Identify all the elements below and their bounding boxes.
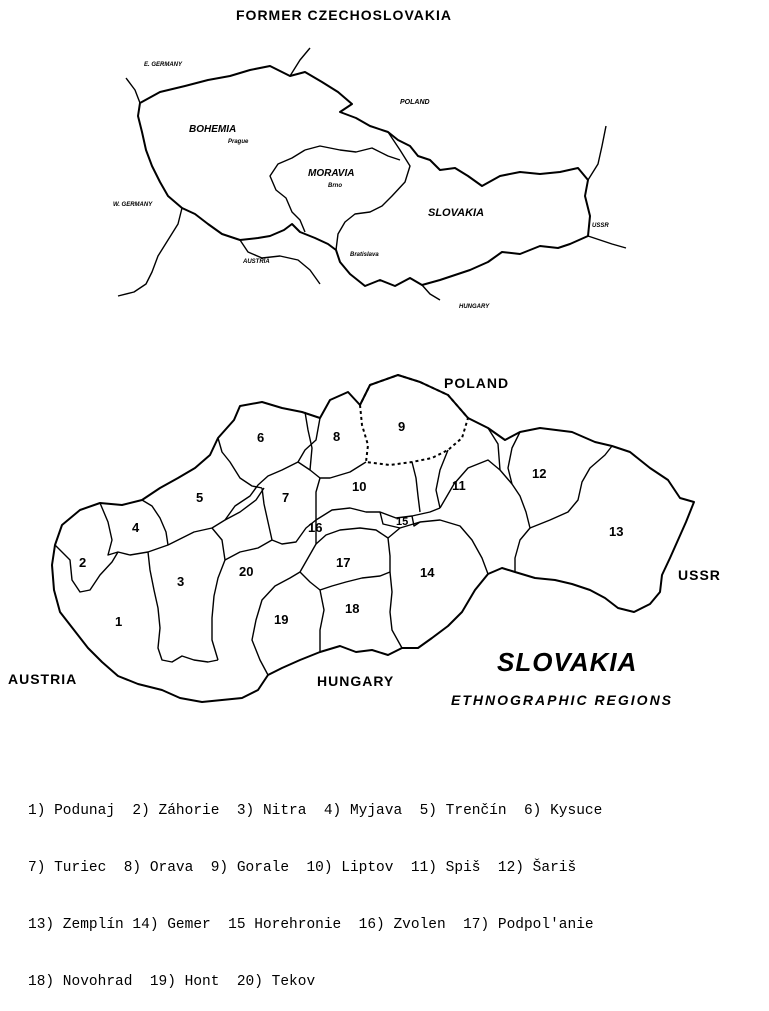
region-number: 20 xyxy=(239,564,254,579)
bohemia-label: BOHEMIA xyxy=(189,124,237,135)
e-germany-border xyxy=(126,78,140,103)
region-number: 5 xyxy=(196,490,204,505)
e-germany-label: E. GERMANY xyxy=(144,62,183,68)
region-number: 7 xyxy=(282,490,290,505)
legend-line: 1) Podunaj 2) Záhorie 3) Nitra 4) Myjava 5) Trenčín 6) Kysuce xyxy=(28,803,603,819)
austria-label: AUSTRIA xyxy=(243,259,270,265)
czechoslovakia-map xyxy=(113,7,626,310)
slovakia-title: SLOVAKIA xyxy=(497,647,638,677)
ussr-label: USSR xyxy=(592,223,609,229)
prague-label: Prague xyxy=(228,139,249,145)
bratislava-label: Bratislava xyxy=(350,252,379,258)
region-number: 16 xyxy=(308,520,323,535)
austria-label-bottom: AUSTRIA xyxy=(8,671,78,687)
region-number: 11 xyxy=(452,478,466,493)
czechoslovakia-title: FORMER CZECHOSLOVAKIA xyxy=(236,7,452,23)
region-boundaries xyxy=(55,412,612,675)
w-germany-border xyxy=(118,208,182,296)
poland-label: POLAND xyxy=(400,99,430,106)
region-number: 1 xyxy=(115,614,123,629)
region-number: 4 xyxy=(132,520,140,535)
poland-label-bottom: POLAND xyxy=(444,375,510,391)
ussr-border-south xyxy=(588,236,626,248)
region-number: 17 xyxy=(336,555,351,570)
region-number: 12 xyxy=(532,466,547,481)
legend-line: 18) Novohrad 19) Hont 20) Tekov xyxy=(28,974,316,990)
region-number: 9 xyxy=(398,419,406,434)
moravia-slovakia-boundary xyxy=(336,132,410,250)
region-number: 19 xyxy=(274,612,289,627)
ussr-label-bottom: USSR xyxy=(678,567,721,583)
slovakia-label: SLOVAKIA xyxy=(428,207,485,219)
region-number: 2 xyxy=(79,555,87,570)
hungary-label-bottom: HUNGARY xyxy=(317,673,395,689)
brno-label: Brno xyxy=(328,183,342,189)
region-number: 14 xyxy=(420,565,435,580)
moravia-outline xyxy=(305,146,400,160)
region-number: 3 xyxy=(177,574,185,589)
ethnographic-regions-subtitle: ETHNOGRAPHIC REGIONS xyxy=(451,692,674,708)
ussr-border-north xyxy=(588,126,606,180)
region-number: 18 xyxy=(345,601,360,616)
poland-border xyxy=(290,48,310,76)
hungary-border xyxy=(422,285,440,300)
regions-legend xyxy=(28,764,758,1011)
region-number: 6 xyxy=(257,430,265,445)
slovakia-regions-map xyxy=(8,375,721,708)
w-germany-label: W. GERMANY xyxy=(113,202,153,208)
region-number: 13 xyxy=(609,524,624,539)
legend-line: 7) Turiec 8) Orava 9) Gorale 10) Liptov 11) Spiš 12) Šariš xyxy=(28,860,577,876)
moravia-label: MORAVIA xyxy=(308,168,355,179)
legend-line: 13) Zemplín 14) Gemer 15 Horehronie 16) Zvolen 17) Podpol'anie xyxy=(28,917,594,933)
region-number: 15 xyxy=(396,516,409,528)
region-number: 10 xyxy=(352,479,367,494)
bohemia-moravia-boundary xyxy=(270,150,305,232)
region-number: 8 xyxy=(333,429,341,444)
hungary-label: HUNGARY xyxy=(459,304,490,310)
